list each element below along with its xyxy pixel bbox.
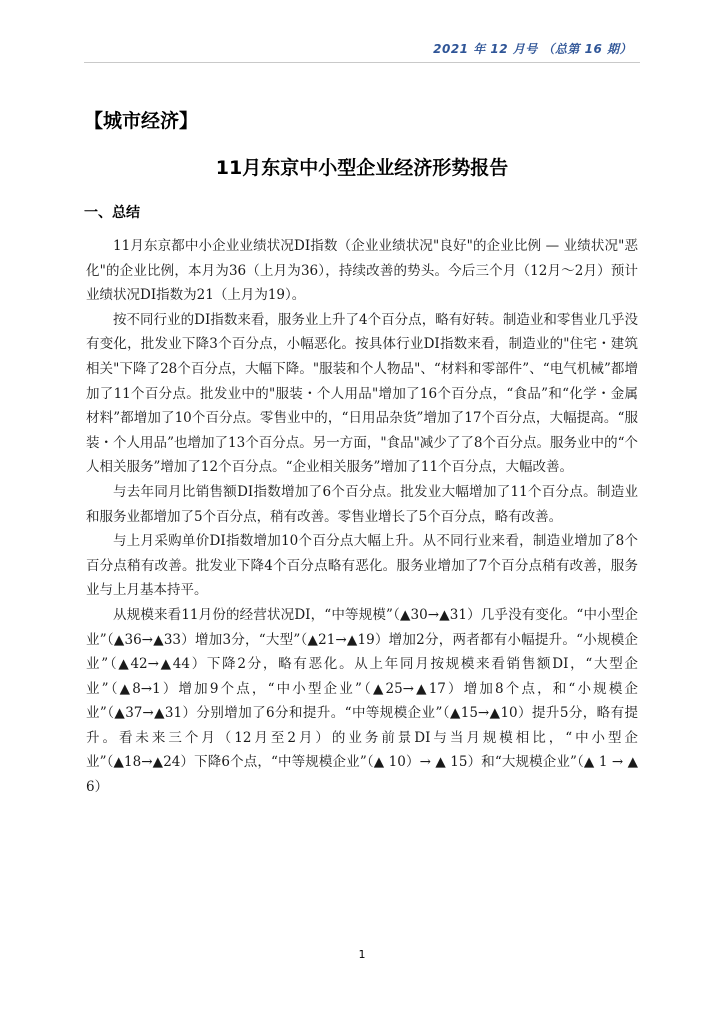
report-title: 11月东京中小型企业经济形势报告 <box>215 157 509 179</box>
paragraph: 与去年同月比销售额DI指数增加了6个百分点。批发业大幅增加了11个百分点。制造业和服务业都增加了5个百分点，稍有改善。零售业增长了5个百分点，略有改善。 <box>86 483 638 525</box>
section-label: 【城市经济】 <box>84 110 199 132</box>
report-body <box>86 234 638 800</box>
page-number: 1 <box>358 948 366 961</box>
paragraph: 11月东京都中小企业业绩状况DI指数（企业业绩状况"良好"的企业比例 — 业绩状况"恶化"的企业比例，本月为36（上月为36），持续改善的势头。今后三个月（12月～2月）预计业绩状况DI指数为21（上月为19）。 <box>86 238 638 304</box>
section-heading: 一、总结 <box>84 205 140 221</box>
paragraph: 从规模来看11月份的经营状况DI，“中等规模”（▲30→▲31）几乎没有变化。“中小型企业”（▲36→▲33）增加3分，“大型”（▲21→▲19）增加2分，两者都有小幅提升。“小规模企业”（▲42→▲44）下降2分，略有恶化。从上年同月按规模来看销售额DI，“大型企业”（▲8→1）增加9个点，“中小型企业”（▲25→▲17）增加8个点，和“小规模企业”（▲37→▲31）分别增加了6分和提升。“中等规模企业”（▲15→▲10）提升5分，略有提升。看未来三个月（12月至2月）的业务前景DI与当月规模相比，“中小型企业”（▲18→▲24）下降6个点，“中等规模企业”（▲ 10）→ ▲ 15）和“大规模企业”（▲ 1 → ▲ 6） <box>86 606 638 796</box>
issue-header: 2021 年 12 月号 （总第 16 期） <box>433 42 632 56</box>
paragraph: 按不同行业的DI指数来看，服务业上升了4个百分点，略有好转。制造业和零售业几乎没有变化，批发业下降3个百分点，小幅恶化。按具体行业DI指数来看，制造业的"住宅・建筑相关"下降了28个百分点，大幅下降。"服装和个人物品"、“材料和零部件”、“电气机械”都增加了11个百分点。批发业中的"服装・个人用品"增加了16个百分点，“食品”和“化学・金属材料”都增加了10个百分点。零售业中的，“日用品杂货”增加了17个百分点，大幅提高。“服装・个人用品”也增加了13个百分点。另一方面，"食品"减少了了8个百分点。服务业中的“个人相关服务”增加了12个百分点。“企业相关服务”增加了11个百分点，大幅改善。 <box>86 311 638 476</box>
paragraph: 与上月采购单价DI指数增加10个百分点大幅上升。从不同行业来看，制造业增加了8个百分点稍有改善。批发业下降4个百分点略有恶化。服务业增加了7个百分点稍有改善，服务业与上月基本持平。 <box>86 533 638 599</box>
header-divider <box>84 62 640 63</box>
